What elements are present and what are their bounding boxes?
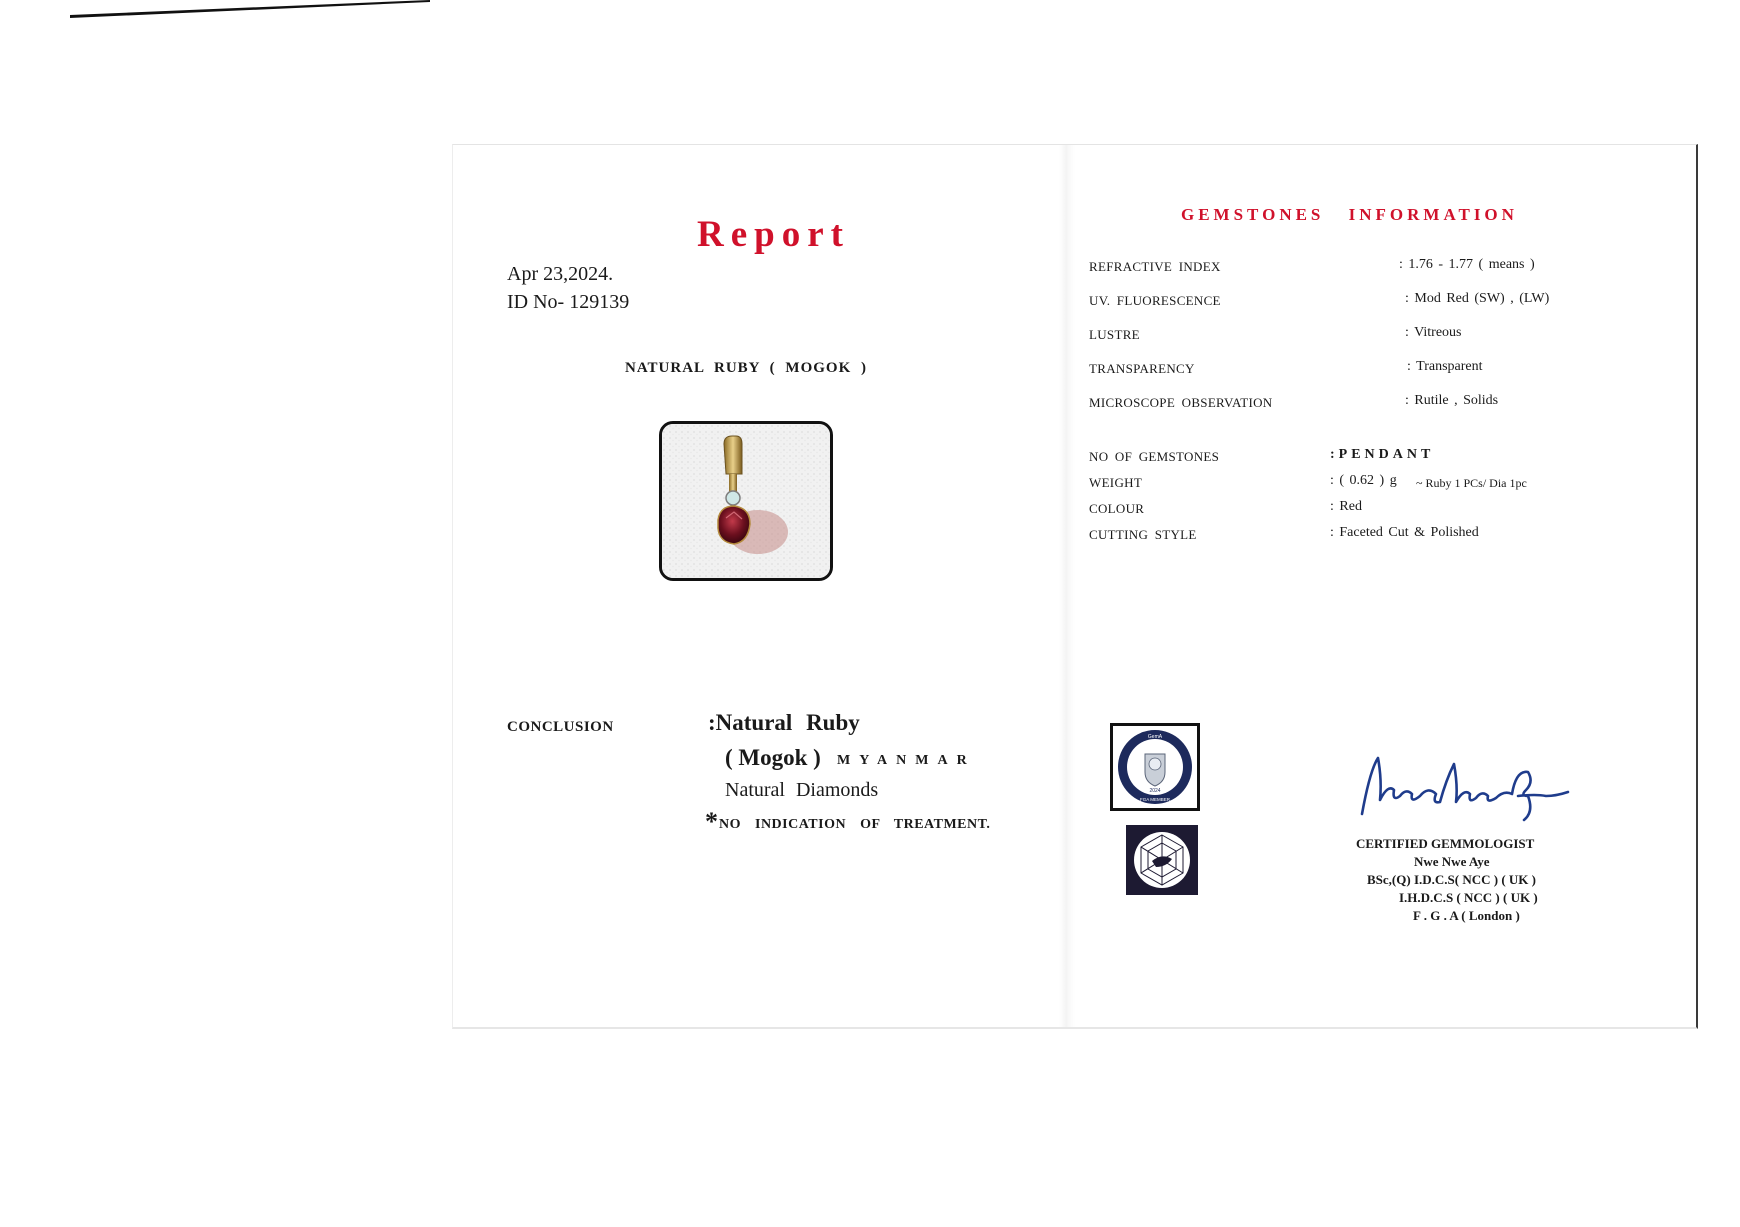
treatment-note: NO INDICATION OF TREATMENT. (719, 817, 991, 832)
report-title: Report (697, 214, 850, 255)
gemmologist-qualification: F . G . A ( London ) (1413, 908, 1520, 923)
handwritten-signature (1348, 750, 1578, 822)
stone-name: NATURAL RUBY ( MOGOK ) (625, 360, 867, 376)
property-label: LUSTRE (1089, 327, 1140, 342)
detail-label: WEIGHT (1089, 475, 1143, 490)
property-value: : 1.76 - 1.77 ( means ) (1399, 257, 1535, 272)
conclusion-line-3: Natural Diamonds (725, 779, 879, 801)
badge-top-text: GemA (1147, 734, 1163, 740)
gemmologist-qualification: BSc,(Q) I.D.C.S( NCC ) ( UK ) (1367, 872, 1536, 887)
report-id: ID No- 129139 (507, 291, 630, 313)
badge-year-text: 2024 (1149, 788, 1161, 794)
gemstones-info-title: GEMSTONES INFORMATION (1181, 205, 1518, 224)
detail-label: CUTTING STYLE (1089, 527, 1197, 542)
conclusion-line-1: :Natural Ruby (708, 710, 860, 735)
property-value: : Rutile , Solids (1405, 393, 1499, 408)
ruby-pendant-photo (659, 421, 833, 581)
asterisk: * (705, 807, 718, 836)
certificate-sheet (452, 144, 1698, 1029)
property-label: REFRACTIVE INDEX (1089, 259, 1221, 274)
scan-edge-mark (70, 0, 430, 22)
gemmologist-name: Nwe Nwe Aye (1414, 854, 1490, 869)
conclusion-country: MYANMAR (837, 753, 976, 768)
detail-label: COLOUR (1089, 501, 1145, 516)
report-date: Apr 23,2024. (507, 263, 614, 285)
gemmologist-qualification: I.H.D.C.S ( NCC ) ( UK ) (1399, 890, 1538, 905)
property-label: MICROSCOPE OBSERVATION (1089, 395, 1273, 410)
detail-label: NO OF GEMSTONES (1089, 449, 1220, 464)
detail-value: :PENDANT (1330, 447, 1435, 462)
detail-value: : Red (1330, 499, 1362, 514)
property-label: TRANSPARENCY (1089, 361, 1195, 376)
detail-value: : ( 0.62 ) g (1330, 473, 1397, 488)
badge-bottom-text: FGA MEMBER (1139, 797, 1171, 802)
property-value: : Mod Red (SW) , (LW) (1405, 291, 1550, 306)
gemmologist-title: CERTIFIED GEMMOLOGIST (1356, 836, 1535, 851)
diamond-seal-badge (1126, 825, 1198, 895)
property-label: UV. FLUORESCENCE (1089, 293, 1221, 308)
property-value: : Vitreous (1405, 325, 1462, 340)
property-value: : Transparent (1407, 359, 1483, 374)
conclusion-origin: ( Mogok ) (725, 745, 821, 770)
fga-member-badge (1110, 723, 1200, 811)
conclusion-label: CONCLUSION (507, 719, 614, 735)
detail-value-note: ~ Ruby 1 PCs/ Dia 1pc (1416, 476, 1527, 490)
detail-value: : Faceted Cut & Polished (1330, 525, 1479, 540)
page-fold (1059, 145, 1075, 1027)
